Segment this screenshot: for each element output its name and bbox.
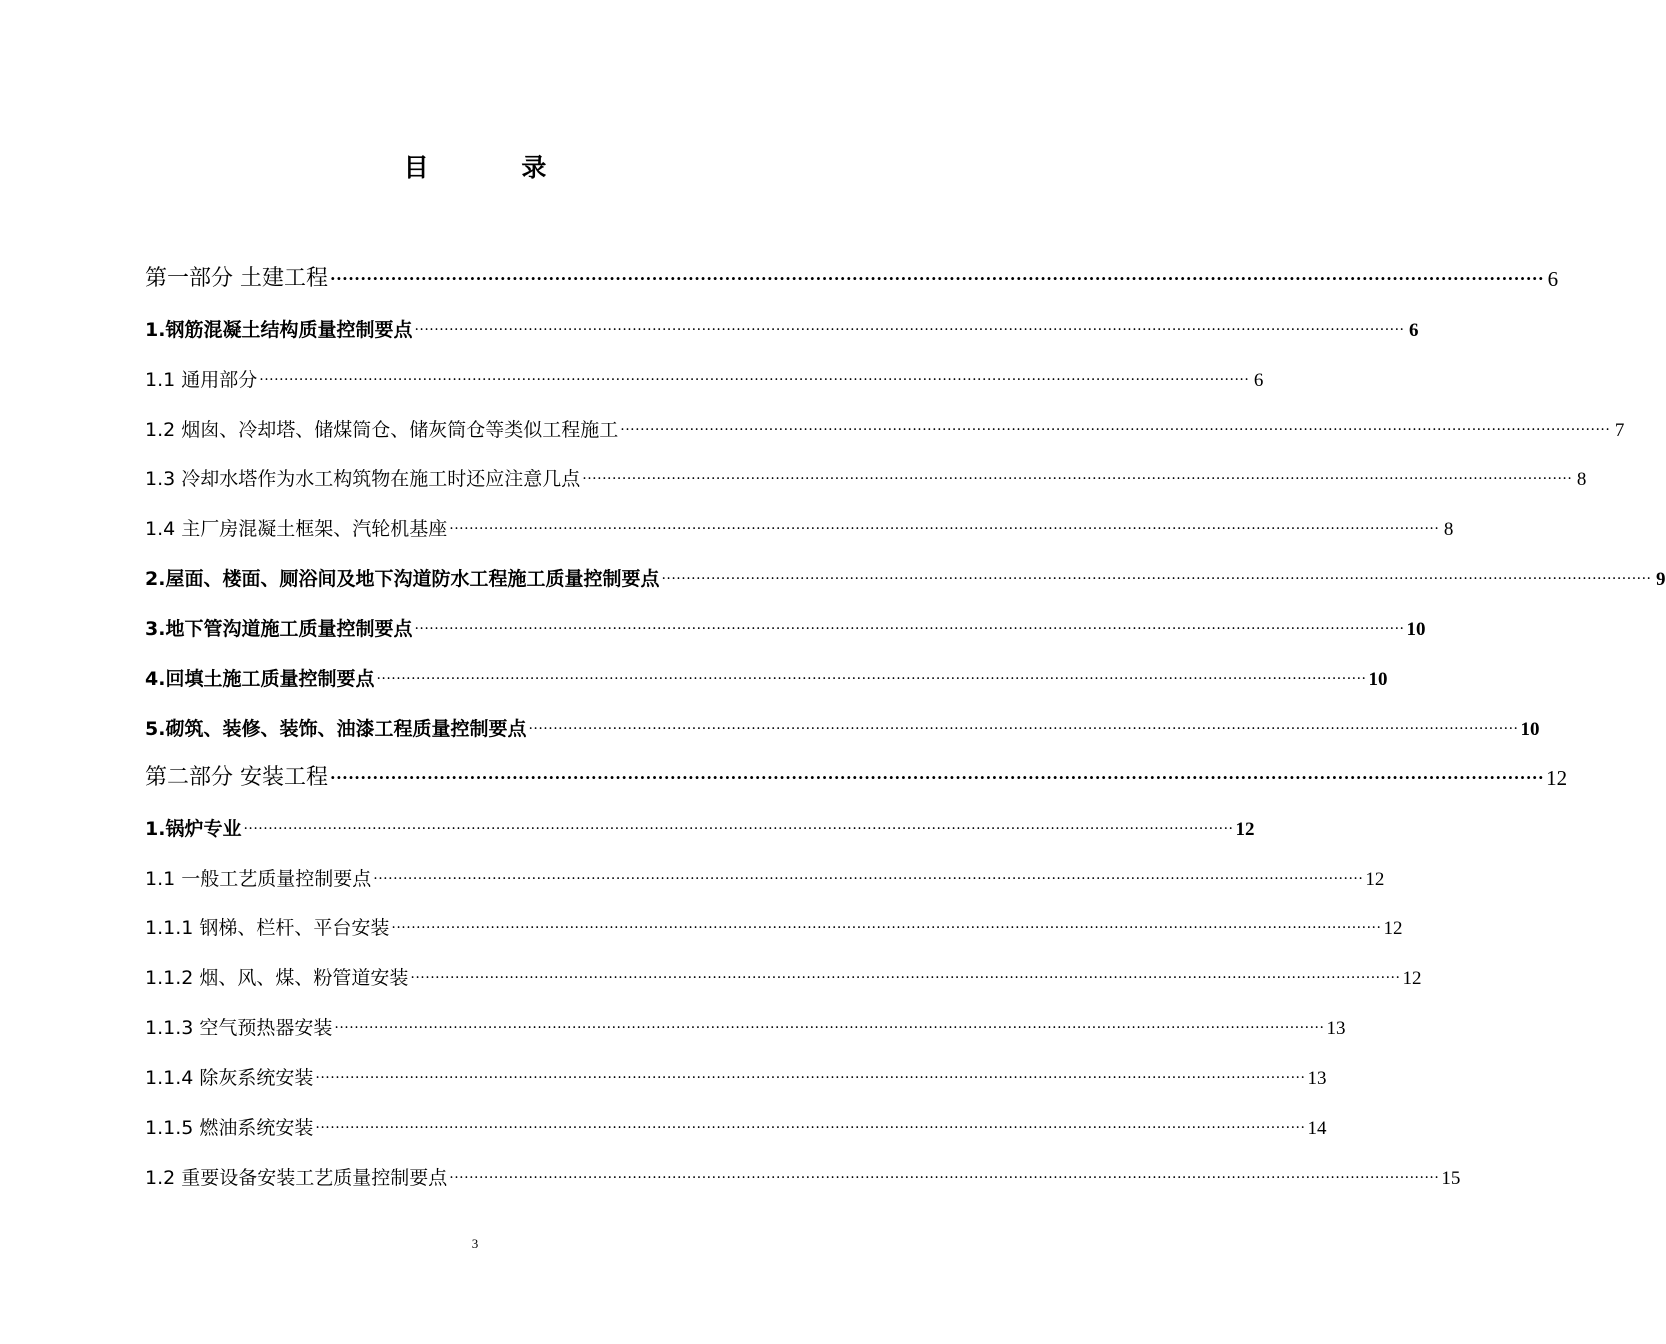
toc-entry[interactable]: [145, 491, 1454, 541]
toc-entry-page: 6: [1409, 319, 1419, 341]
toc-entry[interactable]: [145, 1040, 1327, 1090]
toc-entry[interactable]: [145, 292, 1419, 342]
dot-leader: ········································································································································································································: [449, 1169, 1440, 1186]
toc-entry-label: 1.1.3 空气预热器安装: [145, 1017, 333, 1040]
toc-entry-label: 3.地下管沟道施工质量控制要点: [145, 618, 413, 641]
toc-entry-label: 1.1.1 钢梯、栏杆、平台安装: [145, 917, 390, 940]
toc-entry-page: 12: [1546, 765, 1568, 790]
toc-entry-label: 第一部分 土建工程: [145, 265, 328, 291]
page-number: 3: [471, 1236, 479, 1251]
toc-entry-label: 1.2 重要设备安装工艺质量控制要点: [145, 1166, 448, 1189]
toc-entry-page: 13: [1307, 1068, 1327, 1090]
dot-leader: ········································································································································································································: [330, 268, 1545, 288]
toc-entry[interactable]: [145, 591, 1426, 641]
toc-entry-page: 12: [1383, 918, 1403, 940]
toc-entry-label: 第二部分 安装工程: [145, 764, 328, 790]
dot-leader: ········································································································································································································: [449, 521, 1440, 538]
toc-entry-page: 14: [1307, 1118, 1327, 1140]
dot-leader: ········································································································································································································: [414, 621, 1405, 638]
toc-entry-label: 1.钢筋混凝土结构质量控制要点: [145, 318, 413, 341]
toc-entry-label: 1.4 主厂房混凝土框架、汽轮机基座: [145, 518, 448, 541]
toc-entry[interactable]: [145, 841, 1385, 891]
dot-leader: ········································································································································································································: [330, 767, 1545, 787]
toc-entry-page: 12: [1365, 868, 1385, 890]
toc-entry[interactable]: [145, 791, 1255, 841]
dot-leader: ········································································································································································································: [414, 321, 1405, 338]
dot-leader: ········································································································································································································: [376, 671, 1367, 688]
toc-entry[interactable]: [145, 541, 1666, 591]
toc-entry-page: 6: [1253, 369, 1264, 391]
dot-leader: ········································································································································································································: [373, 870, 1364, 887]
toc-entry[interactable]: [145, 442, 1587, 492]
toc-entry[interactable]: [145, 1090, 1327, 1140]
toc-entry-page: 7: [1614, 419, 1625, 441]
toc-entry[interactable]: [145, 691, 1540, 741]
toc-entry[interactable]: [145, 1140, 1461, 1190]
toc-entry-page: 10: [1406, 619, 1426, 641]
dot-leader: ········································································································································································································: [661, 571, 1652, 588]
toc-entry[interactable]: [145, 392, 1625, 442]
toc-entry-page: 8: [1443, 519, 1454, 541]
toc-entry[interactable]: [145, 990, 1346, 1040]
toc-entry-page: 13: [1326, 1018, 1346, 1040]
dot-leader: ········································································································································································································: [410, 970, 1401, 987]
toc-entry-page: 12: [1235, 818, 1255, 840]
toc-entry-label: 1.1 一般工艺质量控制要点: [145, 867, 372, 890]
toc-entry-label: 1.1 通用部分: [145, 368, 258, 391]
dot-leader: ········································································································································································································: [582, 471, 1573, 488]
dot-leader: ········································································································································································································: [259, 371, 1250, 388]
toc-entry-page: 10: [1520, 718, 1540, 740]
toc-entry-label: 1.锅炉专业: [145, 817, 242, 840]
toc-entry-label: 2.屋面、楼面、厕浴间及地下沟道防水工程施工质量控制要点: [145, 568, 660, 591]
toc-title: 目 录: [403, 153, 589, 182]
toc-entry-label: 1.1.4 除灰系统安装: [145, 1067, 314, 1090]
toc-entry[interactable]: [145, 741, 1568, 791]
toc-entry-label: 1.1.5 燃油系统安装: [145, 1117, 314, 1140]
toc-entry-label: 4.回填土施工质量控制要点: [145, 668, 375, 691]
dot-leader: ········································································································································································································: [391, 920, 1382, 937]
toc-entry-label: 5.砌筑、装修、装饰、油漆工程质量控制要点: [145, 717, 527, 740]
dot-leader: ········································································································································································································: [315, 1120, 1306, 1137]
table-of-contents: [145, 242, 1666, 1190]
dot-leader: ········································································································································································································: [334, 1020, 1325, 1037]
toc-entry[interactable]: [145, 641, 1388, 691]
toc-entry-label: 1.3 冷却水塔作为水工构筑物在施工时还应注意几点: [145, 468, 581, 491]
toc-entry-label: 1.1.2 烟、风、煤、粉管道安装: [145, 967, 409, 990]
toc-entry[interactable]: [145, 891, 1403, 941]
toc-entry-label: 1.2 烟囱、冷却塔、储煤筒仓、储灰筒仓等类似工程施工: [145, 418, 619, 441]
toc-entry-page: 8: [1576, 469, 1587, 491]
toc-entry[interactable]: [145, 940, 1422, 990]
toc-entry[interactable]: [145, 242, 1559, 292]
toc-entry-page: 6: [1547, 266, 1559, 291]
dot-leader: ········································································································································································································: [315, 1070, 1306, 1087]
dot-leader: ········································································································································································································: [528, 720, 1519, 737]
toc-entry-page: 10: [1368, 669, 1388, 691]
toc-entry-page: 15: [1441, 1167, 1461, 1189]
dot-leader: ········································································································································································································: [620, 421, 1611, 438]
toc-entry-page: 9: [1656, 569, 1666, 591]
dot-leader: ········································································································································································································: [243, 820, 1234, 837]
toc-entry-page: 12: [1402, 968, 1422, 990]
toc-entry[interactable]: [145, 342, 1264, 392]
